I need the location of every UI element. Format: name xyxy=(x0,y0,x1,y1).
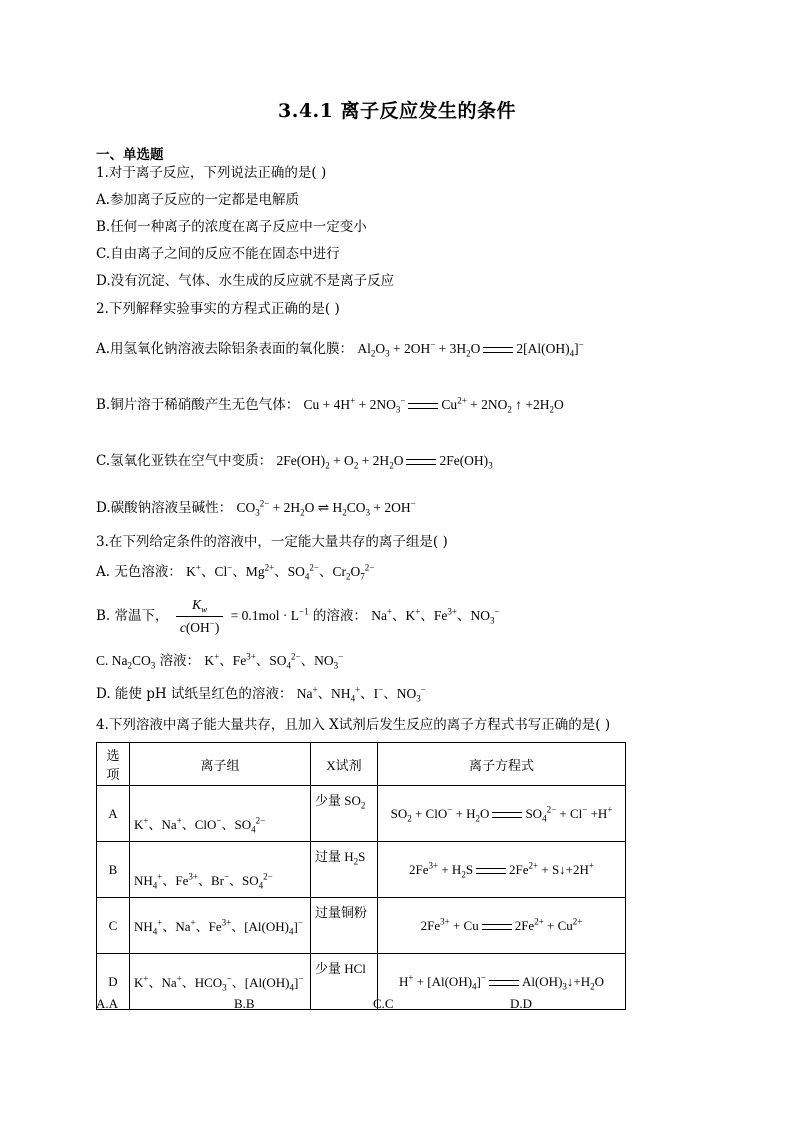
row-ions: K+、Na+、$HCO_3^-$、$[Al(OH)_4]^-$ xyxy=(130,954,311,1010)
row-equation: $SO_2 + ClO^- + H_2O$ $SO_4^{2-} + Cl^- +H^+$ xyxy=(378,786,626,842)
q2-option-c xyxy=(96,452,493,470)
answer-choice-d: D.D xyxy=(510,996,533,1011)
header-equation: 离子方程式 xyxy=(378,743,626,786)
row-ions: K+、Na+、ClO−、$SO_4^{2-}$ xyxy=(130,786,311,842)
table-header-row xyxy=(97,743,626,786)
row-reagent: 少量 HCl xyxy=(311,954,378,1010)
row-option: D xyxy=(97,954,130,1010)
q3-option-b-value: = $0.1mol \cdot L^{-1}$ xyxy=(230,606,309,623)
q3-option-d-text: D. 能使 pH 试纸呈红色的溶液： xyxy=(96,686,293,702)
row-equation: $H^+ + [Al(OH)_4]^-$ $Al(OH)_3↓+H_2O$ xyxy=(378,954,626,1010)
q3-option-b-fraction: $\frac{K_w}{c(OH^-)}$ xyxy=(176,594,224,639)
q2-option-d-text: D.碳酸钠溶液呈碱性： xyxy=(96,500,233,516)
q3-option-b-ions: Na+、K+、$Fe^{3+}$、$NO_3^-$ xyxy=(371,606,500,626)
q4-table xyxy=(96,742,626,1010)
q2-option-c-text: C.氢氧化亚铁在空气中变质： xyxy=(96,453,273,469)
q3-stem: 3.在下列给定条件的溶液中，一定能大量共存的离子组是( ) xyxy=(96,534,448,550)
row-reagent: 过量铜粉 xyxy=(311,898,378,954)
section-heading: 一、单选题 xyxy=(96,147,164,163)
q2-option-b-text: B.铜片溶于稀硝酸产生无色气体： xyxy=(96,397,300,413)
answer-choice-b: B.B xyxy=(234,996,255,1011)
row-ions: $NH_4^+$、Na+、$Fe^{3+}$、$[Al(OH)_4]^-$ xyxy=(130,898,311,954)
table-row xyxy=(97,898,626,954)
q2-option-c-equation: $2Fe(OH)_2 + O_2 + 2H_2O$ $2Fe(OH)_3$ xyxy=(276,453,493,471)
row-option: A xyxy=(97,786,130,842)
q4-stem: 4.下列溶液中离子能大量共存，且加入 X试剂后发生反应的离子方程式书写正确的是( ) xyxy=(96,717,611,733)
q2-option-a-equation: $Al_2O_3 + 2OH^- + 3H_2O$ $2[Al(OH)_4]^-$ xyxy=(357,339,584,359)
header-ions: 离子组 xyxy=(130,743,311,786)
q3-option-c-salt: C. $Na_2CO_3$ xyxy=(96,653,156,671)
q3-option-a xyxy=(96,563,374,581)
q3-option-c xyxy=(96,652,343,670)
table-row xyxy=(97,954,626,1010)
row-reagent: 过量 $H_2S$ xyxy=(311,842,378,898)
q3-option-d xyxy=(96,685,426,703)
q2-option-a-text: A.用氢氧化钠溶液去除铝条表面的氧化膜： xyxy=(96,341,354,357)
row-ions: $NH_4^+$、$Fe^{3+}$、Br−、$SO_4^{2-}$ xyxy=(130,842,311,898)
q1-option-b: B.任何一种离子的浓度在离子反应中一定变小 xyxy=(96,219,367,235)
answer-choice-c: C.C xyxy=(373,996,394,1011)
row-option: B xyxy=(97,842,130,898)
q3-option-a-text: A. 无色溶液： xyxy=(96,564,182,580)
row-equation: $2Fe^{3+} + Cu$ $2Fe^{2+} + Cu^{2+}$ xyxy=(378,898,626,954)
q1-option-d: D.没有沉淀、气体、水生成的反应就不是离子反应 xyxy=(96,273,395,289)
table-row xyxy=(97,786,626,842)
q2-option-b-equation: $Cu + 4H^+ + 2NO_3^-$ $Cu^{2+} + 2NO_2$ ↑ $+2H_2O$ xyxy=(303,395,564,415)
answer-choice-a: A.A xyxy=(96,996,119,1011)
q1-option-c: C.自由离子之间的反应不能在固态中进行 xyxy=(96,246,340,262)
q3-option-b xyxy=(96,594,500,639)
page-title: 3.4.1 离子反应发生的条件 xyxy=(277,100,516,122)
q2-option-d xyxy=(96,499,416,517)
q3-option-b-text: B. 常温下， xyxy=(96,608,169,624)
header-reagent: X试剂 xyxy=(311,743,378,786)
row-option: C xyxy=(97,898,130,954)
row-equation: $2Fe^{3+} + H_2S$ $2Fe^{2+}$ + S↓+2H+ xyxy=(378,842,626,898)
header-option: 选项 xyxy=(97,743,130,786)
q2-option-d-equation: $CO_3^{2-} + 2H_2O$ ⇌ $H_2CO_3 + 2OH^-$ xyxy=(236,498,416,518)
q3-option-c-text: 溶液： xyxy=(159,653,201,669)
q2-option-a xyxy=(96,340,584,358)
q3-option-a-ions: K+、Cl−、$Mg^{2+}$、$SO_4^{2-}$、$Cr_2O_7^{2-}$ xyxy=(186,562,375,582)
table-row xyxy=(97,842,626,898)
row-reagent: 少量 $SO_2$ xyxy=(311,786,378,842)
q3-option-b-suffix: 的溶液： xyxy=(312,608,367,624)
q3-option-d-ions: Na+、$NH_4^+$、I−、$NO_3^-$ xyxy=(296,684,426,704)
q1-stem: 1.对于离子反应，下列说法正确的是( ) xyxy=(96,165,327,181)
q3-option-c-ions: K+、$Fe^{3+}$、$SO_4^{2-}$、$NO_3^-$ xyxy=(204,651,344,671)
q1-option-a: A.参加离子反应的一定都是电解质 xyxy=(96,192,300,208)
q2-option-b xyxy=(96,396,564,414)
q2-stem: 2.下列解释实验事实的方程式正确的是( ) xyxy=(96,301,340,317)
